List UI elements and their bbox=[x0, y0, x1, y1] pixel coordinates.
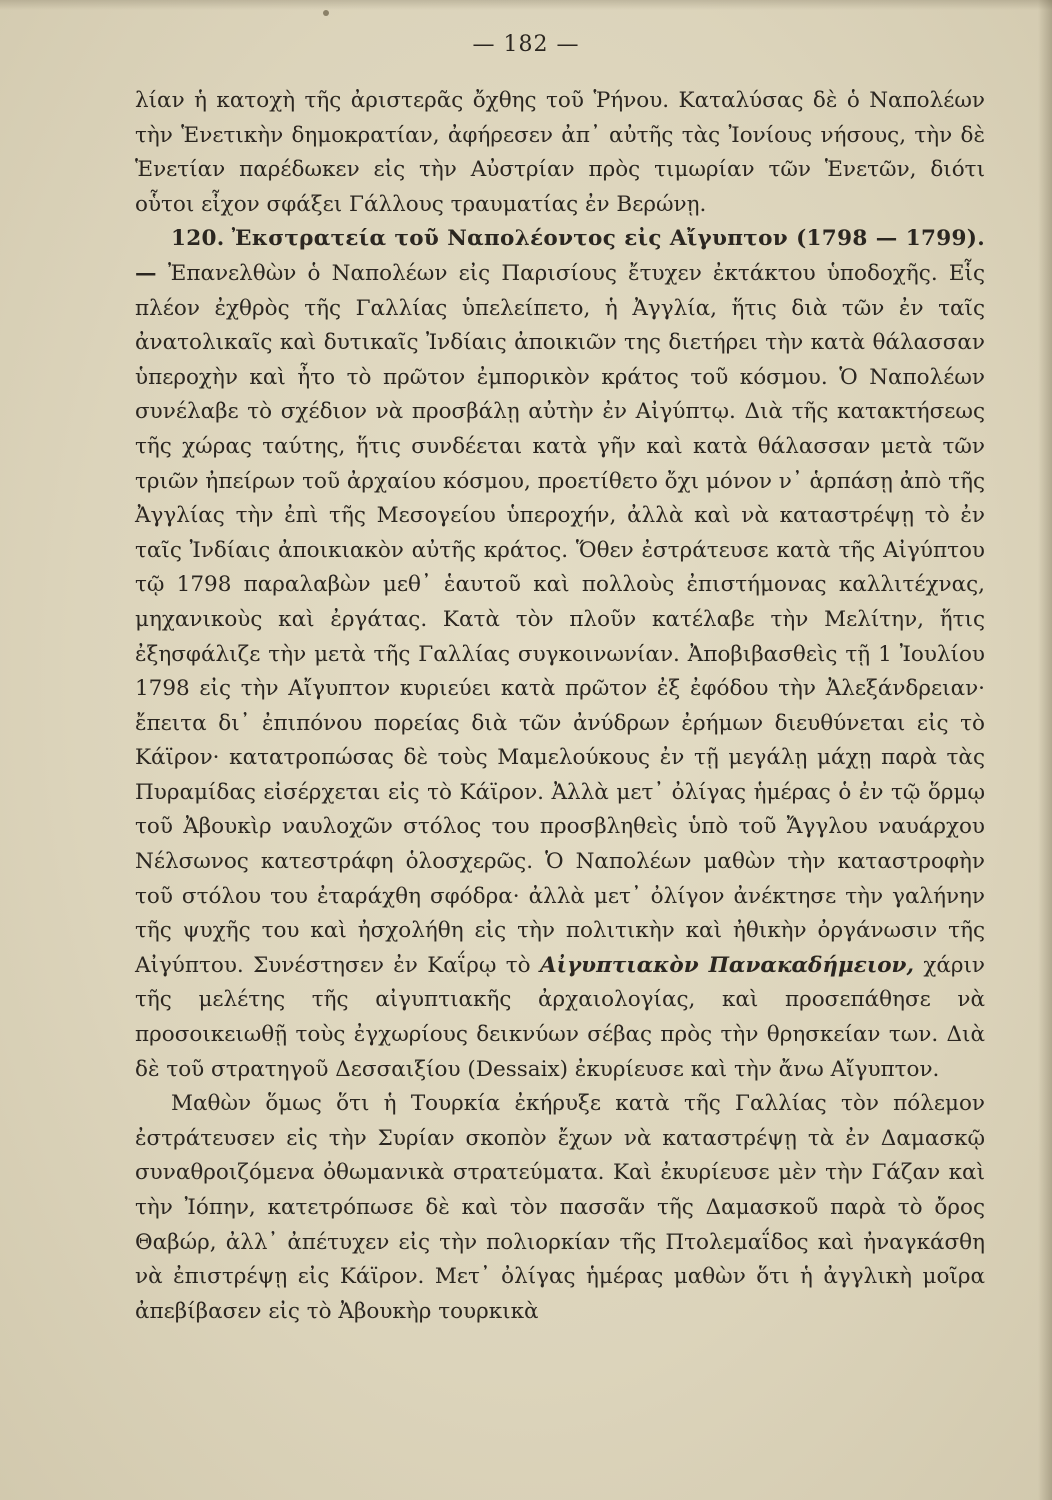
section-title: Ἐκστρατεία τοῦ Ναπολέοντος εἰς Αἴγυπτον (1798 — 1799).— bbox=[135, 226, 985, 286]
body-text bbox=[135, 84, 985, 1329]
section-paragraph bbox=[135, 222, 985, 1087]
top-edge-shadow bbox=[0, 0, 1052, 10]
paragraph-2: Ἐπανελθὼν ὁ Ναπολέων εἰς Παρισίους ἔτυχεν ἐκτάκτου ὑποδοχῆς. Εἷς πλέον ἐχθρὸς τῆς Γαλλίας ὑπελείπετο, ἡ Ἀγγλία, ἥτις διὰ τῶν ἐν ταῖς ἀνατολικαῖς καὶ δυτικαῖς Ἰνδίαις ἀποικιῶν της διετήρει τὴν κατὰ θάλασσαν ὑπεροχὴν καὶ ἦτο τὸ πρῶτον ἐμπορικὸν κράτος τοῦ κόσμου. Ὁ Ναπολέων συνέλαβε τὸ σχέδιον νὰ προσβάλῃ αὐτὴν ἐν Αἰγύπτῳ. Διὰ τῆς κατακτήσεως τῆς χώρας ταύτης, ἥτις συνδέεται κατὰ γῆν καὶ κατὰ θάλασσαν μετὰ τῶν τριῶν ἠπείρων τοῦ ἀρχαίου κόσμου, προετίθετο ὄχι μόνον ν᾿ ἁρπάσῃ ἀπὸ τῆς Ἀγγλίας τὴν ἐπὶ τῆς Μεσογείου ὑπεροχήν, ἀλλὰ καὶ νὰ καταστρέψῃ τὸ ἐν ταῖς Ἰνδίαις ἀποικιακὸν αὐτῆς κράτος. Ὅθεν ἐστράτευσε κατὰ τῆς Αἰγύπτου τῷ 1798 παραλαβὼν μεθ᾿ ἑαυτοῦ καὶ πολλοὺς ἐπιστήμονας καλλιτέχνας, μηχανικοὺς καὶ ἐργάτας. Κατὰ τὸν πλοῦν κατέλαβε τὴν Μελίτην, ἥτις ἐξησφάλιζε τὴν μετὰ τῆς Γαλλίας συγκοινωνίαν. Ἀποβιβασθεὶς τῇ 1 Ἰουλίου 1798 εἰς τὴν Αἴγυπτον κυριεύει κατὰ πρῶτον ἐξ ἐφόδου τὴν Ἀλεξάνδρειαν· ἔπειτα δι᾿ ἐπιπόνου πορείας διὰ τῶν ἀνύδρων ἐρήμων διευθύνεται εἰς τὸ Κάϊρον· κατατροπώσας δὲ τοὺς Μαμελούκους ἐν τῇ μεγάλῃ μάχῃ παρὰ τὰς Πυραμίδας εἰσέρχεται εἰς τὸ Κάϊρον. Ἀλλὰ μετ᾿ ὀλίγας ἡμέρας ὁ ἐν τῷ ὅρμῳ τοῦ Ἀβουκὶρ ναυλοχῶν στόλος του προσβληθεὶς ὑπὸ τοῦ Ἄγγλου ναυάρχου Νέλσωνος κατεστράφη ὁλοσχερῶς. Ὁ Ναπολέων μαθὼν τὴν καταστροφὴν τοῦ στόλου του ἐταράχθη σφόδρα· ἀλλὰ μετ᾿ ὀλίγον ἀνέκτησε τὴν γαλήνην τῆς ψυχῆς του καὶ ἠσχολήθη εἰς τὴν πολιτικὴν καὶ ἠθικὴν ὀργάνωσιν τῆς Αἰγύπτου. Συνέστησεν ἐν Καΐρῳ τὸ bbox=[135, 260, 985, 978]
section-number: 120. bbox=[171, 226, 225, 252]
paragraph-2-end: χάριν τῆς μελέτης τῆς αἰγυπτιακῆς ἀρχαιολογίας, καὶ προσεπάθησε νὰ προσοικειωθῇ τοὺς ἐγχωρίους δεικνύων σέβας πρὸς τὴν θρησκείαν των. Διὰ δὲ τοῦ στρατηγοῦ Δεσσαιξίου (Dessaix) ἐκυρίευσε καὶ τὴν ἄνω Αἴγυπτον. bbox=[135, 952, 985, 1082]
institute-name: Αἰγυπτιακὸν Παναкαδήμειον, bbox=[539, 952, 914, 978]
right-edge-shadow bbox=[1038, 0, 1052, 1500]
page-number: — 182 — bbox=[472, 32, 580, 57]
paragraph-3: Μαθὼν ὅμως ὅτι ἡ Τουρκία ἐκήρυξε κατὰ τῆς Γαλλίας τὸν πόλεμον ἐστράτευσεν εἰς τὴν Συρίαν σκοπὸν ἔχων νὰ καταστρέψῃ τὰ ἐν Δαμασκῷ συναθροιζόμενα ὀθωμανικὰ στρατεύματα. Καὶ ἐκυρίευσε μὲν τὴν Γάζαν καὶ τὴν Ἰόπην, κατετρόπωσε δὲ καὶ τὸν πασσᾶν τῆς Δαμασκοῦ παρὰ τὸ ὄρος Θαβώρ, ἀλλ᾿ ἀπέτυχεν εἰς τὴν πολιορκίαν τῆς Πτολεμαΐδος καὶ ἠναγκάσθη νὰ ἐπιστρέψῃ εἰς Κάϊρον. Μετ᾿ ὀλίγας ἡμέρας μαθὼν ὅτι ἡ ἀγγλικὴ μοῖρα ἀπεβίβασεν εἰς τὸ Ἀβουκὴρ τουρκικὰ bbox=[135, 1091, 985, 1324]
paragraph-1: λίαν ἡ κατοχὴ τῆς ἀριστερᾶς ὄχθης τοῦ Ῥήνου. Καταλύσας δὲ ὁ Ναπολέων τὴν Ἑνετικὴν δημοκρατίαν, ἀφήρεσεν ἀπ᾿ αὐτῆς τὰς Ἰονίους νήσους, τὴν δὲ Ἑνετίαν παρέδωκεν εἰς τὴν Αὐστρίαν πρὸς τιμωρίαν τῶν Ἑνετῶν, διότι οὗτοι εἶχον σφάξει Γάλλους τραυματίας ἐν Βερώνῃ. bbox=[135, 88, 985, 217]
ink-dot bbox=[323, 10, 329, 16]
